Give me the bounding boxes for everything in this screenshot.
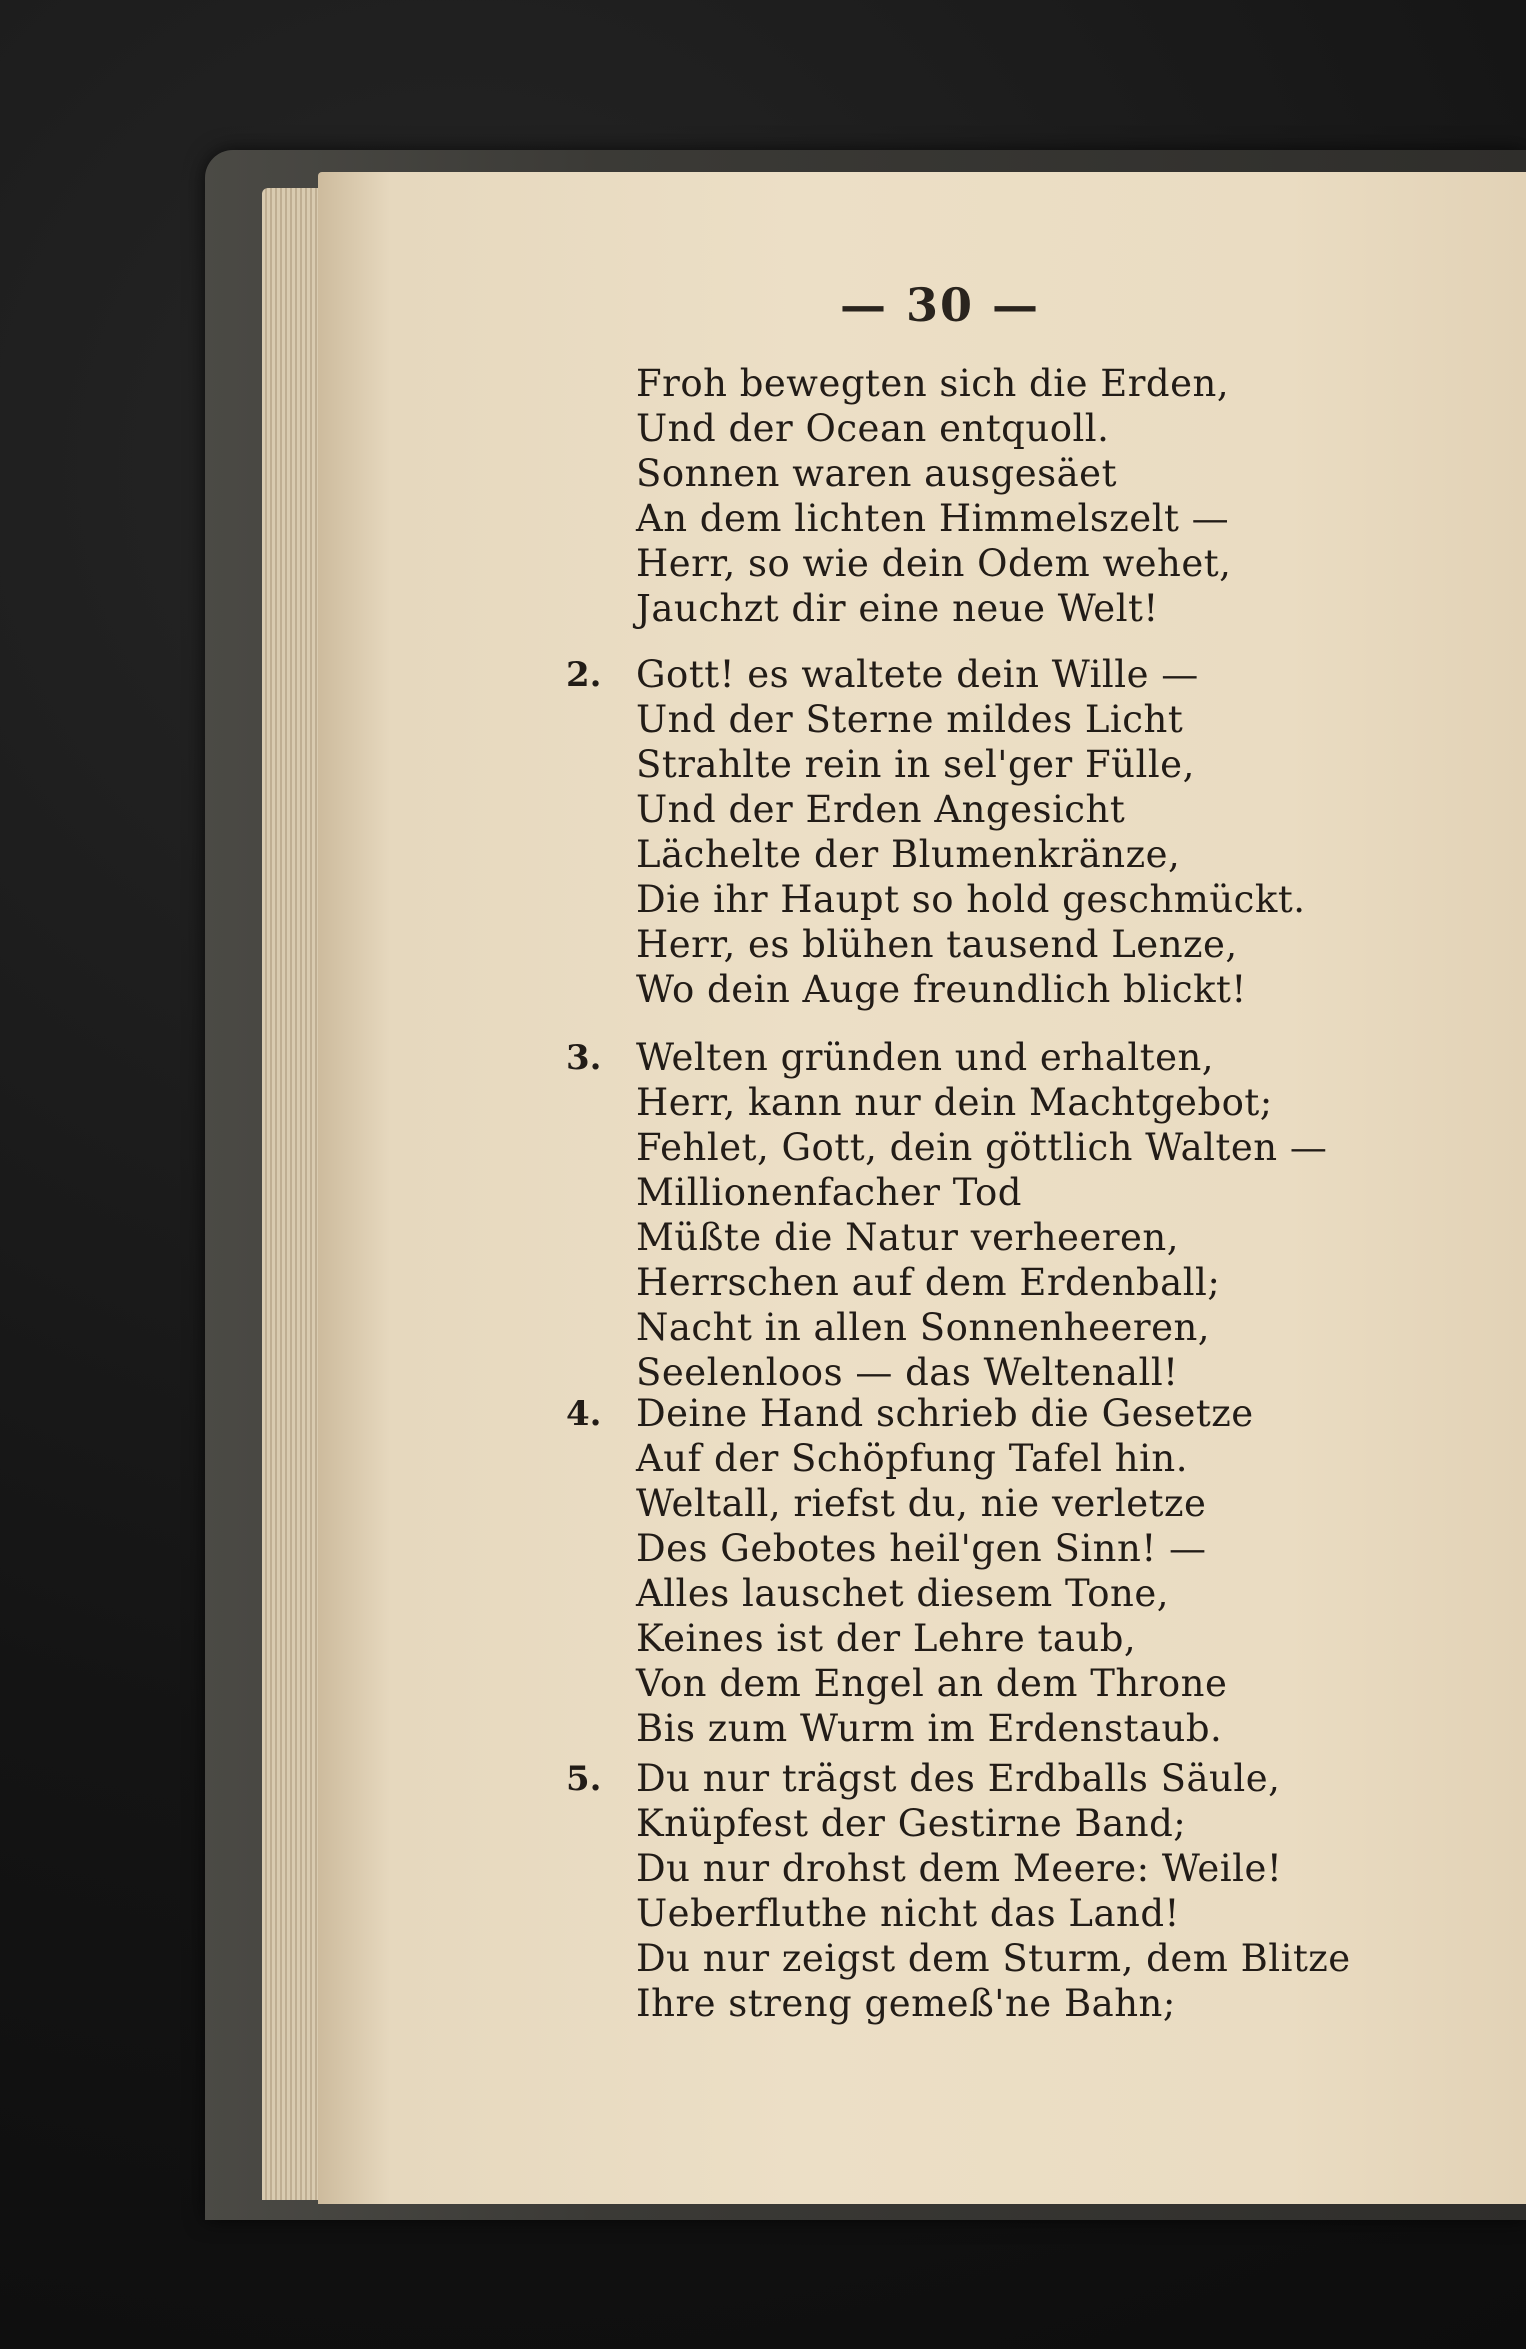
stanza-number: 4. [566,1394,602,1434]
poem-line: Welten gründen und erhalten, [636,1036,1215,1079]
poem-line: Fehlet, Gott, dein göttlich Walten — [636,1126,1328,1169]
poem-line: Weltall, riefst du, nie verletze [636,1482,1207,1525]
poem-line: Lächelte der Blumenkränze, [636,833,1181,876]
poem-line: An dem lichten Himmelszelt — [636,497,1230,540]
poem-line: Von dem Engel an dem Throne [636,1662,1228,1705]
poem-line: Gott! es waltete dein Wille — [636,653,1199,696]
poem-line: Und der Ocean entquoll. [636,407,1110,450]
poem-line: Die ihr Haupt so hold geschmückt. [636,878,1306,921]
poem-line: Knüpfest der Gestirne Band; [636,1802,1187,1845]
poem-line: Und der Erden Angesicht [636,788,1126,831]
poem-line: Ueberfluthe nicht das Land! [636,1892,1180,1935]
poem-line: Du nur zeigst dem Sturm, dem Blitze [636,1937,1351,1980]
poem-line: Müßte die Natur verheeren, [636,1216,1179,1259]
poem-line: Sonnen waren ausgesäet [636,452,1117,495]
page-number: — 30 — [839,278,1041,332]
poem-line: Deine Hand schrieb die Gesetze [636,1392,1254,1435]
poem-line: Seelenloos — das Weltenall! [636,1351,1179,1394]
poem-line: Wo dein Auge freundlich blickt! [636,968,1247,1011]
poem-line: Jauchzt dir eine neue Welt! [636,587,1159,630]
poem-line: Auf der Schöpfung Tafel hin. [636,1437,1188,1480]
poem-line: Du nur trägst des Erdballs Säule, [636,1757,1281,1800]
stanza-number: 5. [566,1759,602,1799]
poem-line: Herr, kann nur dein Machtgebot; [636,1081,1273,1124]
poem-line: Ihre streng gemeß'ne Bahn; [636,1982,1176,2025]
stanza-number: 3. [566,1038,602,1078]
poem-line: Des Gebotes heil'gen Sinn! — [636,1527,1207,1570]
poem-line: Herr, es blühen tausend Lenze, [636,923,1238,966]
poem-line: Keines ist der Lehre taub, [636,1617,1137,1660]
poem-line: Millionenfacher Tod [636,1171,1022,1214]
poem-line: Alles lauschet diesem Tone, [636,1572,1170,1615]
poem-line: Herr, so wie dein Odem wehet, [636,542,1232,585]
poem-line: Froh bewegten sich die Erden, [636,362,1230,405]
poem-line: Nacht in allen Sonnenheeren, [636,1306,1211,1349]
poem-line: Bis zum Wurm im Erdenstaub. [636,1707,1223,1750]
poem-line: Strahlte rein in sel'ger Fülle, [636,743,1195,786]
poem-line: Und der Sterne mildes Licht [636,698,1184,741]
poem-line: Du nur drohst dem Meere: Weile! [636,1847,1283,1890]
poem-line: Herrschen auf dem Erdenball; [636,1261,1221,1304]
stanza-number: 2. [566,655,602,695]
